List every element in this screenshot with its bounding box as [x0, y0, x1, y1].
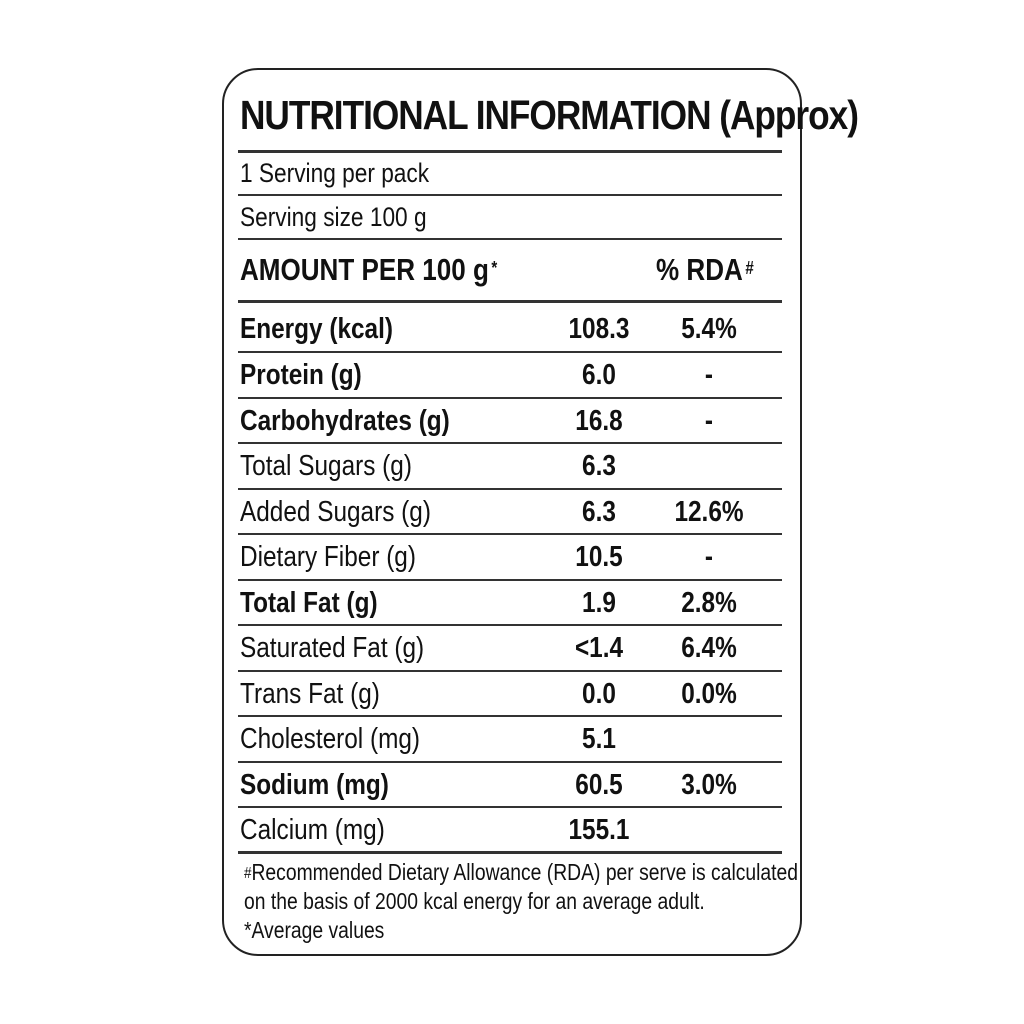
footnote-rda-text: Recommended Dietary Allowance (RDA) per serve is calculated [251, 859, 799, 885]
nutrient-row-dietary-fiber [224, 535, 800, 580]
nutrient-value: <1.4 [574, 632, 624, 664]
nutrient-value: 155.1 [568, 814, 630, 846]
table-bottom-divider [238, 851, 782, 854]
nutrient-name: Total Fat (g) [240, 587, 378, 619]
nutrient-name: Sodium (mg) [240, 769, 389, 801]
nutrient-rda: 0.0% [681, 678, 737, 710]
rda-header-mark: # [745, 258, 754, 278]
nutrient-rda: 5.4% [681, 313, 737, 345]
nutrient-rda: 12.6% [674, 496, 744, 528]
nutrient-value: 6.0 [582, 359, 616, 391]
nutrient-value: 0.0 [582, 678, 616, 710]
nutrient-name: Carbohydrates (g) [240, 405, 450, 437]
nutrient-value: 6.3 [582, 450, 616, 482]
nutrient-name: Added Sugars (g) [240, 496, 431, 528]
nutrient-value: 5.1 [582, 723, 616, 755]
nutrient-value: 10.5 [575, 541, 623, 573]
footnote-mark: # [244, 865, 252, 882]
nutrient-value: 16.8 [575, 405, 623, 437]
nutrient-rda: 6.4% [681, 632, 737, 664]
amount-per-header-text: AMOUNT PER 100 g [240, 252, 489, 287]
label-title: NUTRITIONAL INFORMATION (Approx) [240, 92, 858, 138]
nutrient-row-carbohydrates [224, 399, 800, 444]
serving-size: Serving size 100 g [240, 202, 427, 232]
header-divider [238, 300, 782, 303]
nutrient-name: Energy (kcal) [240, 313, 393, 345]
servings-divider [238, 194, 782, 196]
title-divider [238, 150, 782, 153]
nutrient-row-saturated-fat [224, 626, 800, 671]
amount-per-header [240, 250, 497, 290]
nutrient-name: Protein (g) [240, 359, 362, 391]
footnote-average-values: *Average values [244, 917, 385, 943]
nutrient-name: Total Sugars (g) [240, 450, 412, 482]
nutrient-row-added-sugars [224, 490, 800, 535]
nutrient-row-sodium [224, 763, 800, 808]
rda-header [656, 250, 754, 290]
nutrient-name: Calcium (mg) [240, 814, 385, 846]
nutrient-rda: 2.8% [681, 587, 737, 619]
nutrient-row-protein [224, 353, 800, 398]
nutrient-row-total-sugars [224, 444, 800, 489]
nutrient-row-calcium [224, 808, 800, 853]
serving-size-divider [238, 238, 782, 240]
servings-per-pack: 1 Serving per pack [240, 158, 430, 188]
nutrient-row-total-fat [224, 581, 800, 626]
nutrient-rda: - [704, 405, 714, 437]
nutrient-value: 1.9 [582, 587, 616, 619]
nutrient-row-energy [224, 307, 800, 352]
footnote-rda-line2: on the basis of 2000 kcal energy for an average adult. [244, 888, 705, 914]
amount-per-header-mark: * [491, 258, 498, 278]
nutrient-value: 6.3 [582, 496, 616, 528]
nutrient-value: 108.3 [568, 313, 630, 345]
nutrition-facts-panel [222, 68, 858, 956]
nutrient-name: Saturated Fat (g) [240, 632, 425, 664]
nutrient-name: Trans Fat (g) [240, 678, 380, 710]
nutrient-name: Dietary Fiber (g) [240, 541, 416, 573]
nutrient-rda: - [704, 359, 714, 391]
rda-header-text: % RDA [656, 252, 743, 287]
nutrient-value: 60.5 [575, 769, 623, 801]
nutrient-row-trans-fat [224, 672, 800, 717]
nutrient-name: Cholesterol (mg) [240, 723, 421, 755]
nutrient-rda: 3.0% [681, 769, 737, 801]
nutrient-rda: - [704, 541, 714, 573]
footnote-rda-line1 [244, 858, 798, 888]
nutrient-row-cholesterol [224, 717, 800, 762]
